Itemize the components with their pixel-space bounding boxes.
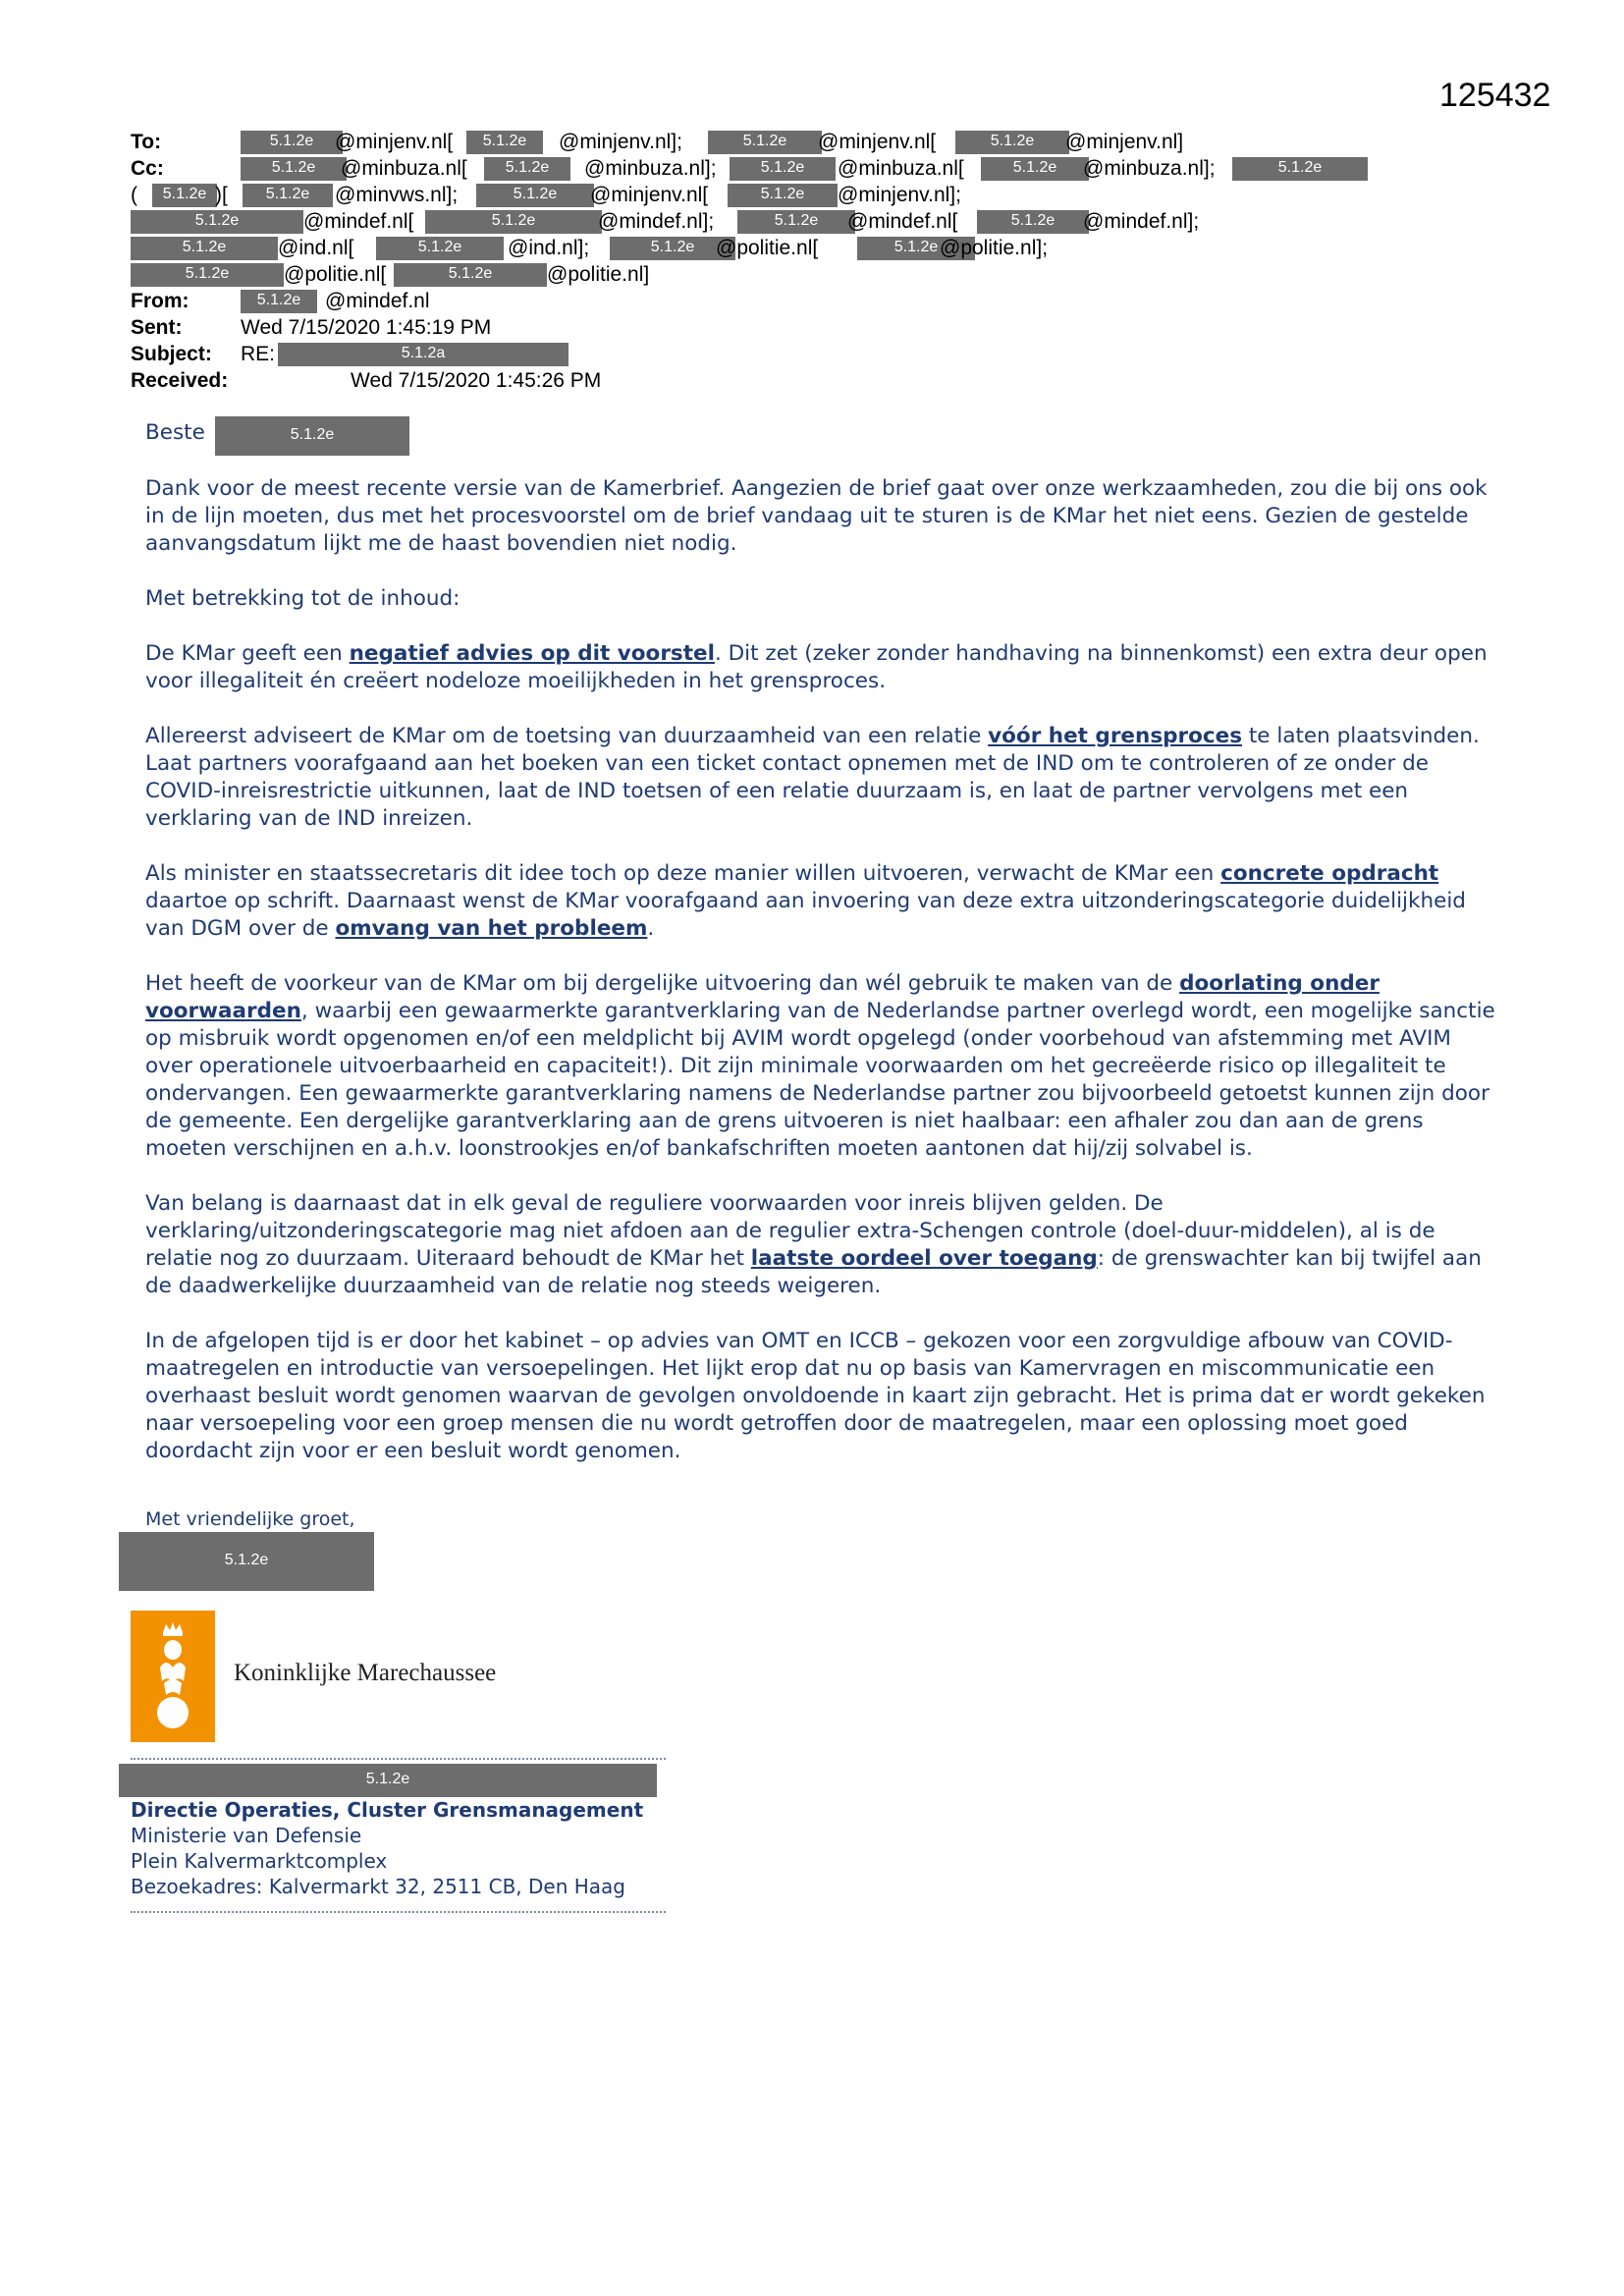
redaction-block: 5.1.2e [241,131,343,154]
cc-address: @politie.nl] [547,263,650,286]
cc-address: @minbuza.nl]; [1083,157,1216,180]
sent-label: Sent: [131,316,183,339]
to-address: @minjenv.nl[ [818,131,937,153]
cc-address: @minbuza.nl[ [341,157,467,180]
greeting-text: Beste [145,420,205,445]
cc-address: )[ [215,184,228,206]
cc-address: @mindef.nl[ [847,210,958,233]
cc-address: @minjenv.nl]; [838,184,961,206]
signature-ministry: Ministerie van Defensie [131,1824,362,1847]
redaction-block: 5.1.2e [476,184,594,207]
redaction-block: 5.1.2e [131,263,284,287]
paragraph [145,723,1500,833]
received-value: Wed 7/15/2020 1:45:26 PM [351,369,602,392]
to-row [131,129,1505,155]
text-run: daartoe op schrift. Daarnaast wenst de KMar voorafgaand aan invoering van deze extra uitzonderingscategorie duidelijkheid van DGM over de [145,889,1466,941]
redaction-block: 5.1.2e [119,1532,374,1591]
redaction-block: 5.1.2e [119,1764,657,1797]
subject-prefix: RE: [241,343,276,365]
sent-row [131,314,1505,341]
dotted-divider [131,1911,666,1913]
cc-address: @ind.nl]; [508,237,590,259]
redaction-block: 5.1.2e [708,131,822,154]
cc-address: @mindef.nl[ [303,210,414,233]
paragraph: Dank voor de meest recente versie van de Kamerbrief. Aangezien de brief gaat over onze werkzaamheden, zou die bij ons ook in de lijn moeten, dus met het procesvoorstel om de brief vandaag uit te sturen is de KMar het niet eens. Gezien de gestelde aanvangsdatum lijkt me de haast bovendien niet nodig. [145,476,1488,556]
emphasis-link: laatste oordeel over toegang [750,1246,1098,1271]
closing: Met vriendelijke groet, [145,1508,355,1530]
redaction-block: 5.1.2e [730,157,836,181]
to-address: @minjenv.nl] [1065,131,1184,153]
redaction-block: 5.1.2e [425,210,602,234]
text-run: : de grenswachter kan bij twijfel aan de daadwerkelijke duurzaamheid van de relatie nog steeds weigeren. [145,1246,1482,1298]
dotted-divider [131,1758,666,1760]
cc-address: @mindef.nl]; [598,210,715,233]
cc-address: @minjenv.nl[ [590,184,709,206]
cc-row [131,261,1505,288]
kmar-logo [131,1611,215,1742]
text-run: Van belang is daarnaast dat in elk geval de reguliere voorwaarden voor inreis blijven gelden. De verklaring/uitzonderingscategorie mag niet afdoen aan de regulier extra-Schengen controle (doel-duur-middelen), al is de relatie nog zo duurzaam. Uiteraard behoudt de KMar het [145,1191,1435,1271]
redaction-block: 5.1.2e [241,157,347,181]
emphasis-link: negatief advies op dit voorstel [349,641,715,666]
paragraph [145,640,1500,695]
redaction-block: 5.1.2e [466,131,543,154]
cc-address: @minbuza.nl]; [584,157,717,180]
cc-address: @minbuza.nl[ [838,157,964,180]
subject-row [131,341,1505,367]
received-row [131,367,1505,394]
text-run: . Dit zet (zeker zonder handhaving na binnenkomst) een extra deur open voor illegaliteit én creëert nodeloze moeilijkheden in het grensproces. [145,641,1488,693]
paragraph [145,860,1500,943]
signature-address: Bezoekadres: Kalvermarkt 32, 2511 CB, Den Haag [131,1875,625,1898]
cc-address: @politie.nl]; [940,237,1049,259]
redaction-block: 5.1.2e [1232,157,1368,181]
paragraph [145,1190,1500,1300]
to-address: @minjenv.nl]; [559,131,682,153]
sent-value: Wed 7/15/2020 1:45:19 PM [241,316,492,339]
redaction-block: 5.1.2e [610,237,735,260]
to-label: To: [131,131,162,153]
crown-grenade-icon [131,1611,215,1742]
redaction-block: 5.1.2e [241,290,317,313]
redaction-block: 5.1.2e [981,157,1089,181]
paragraph [145,970,1500,1163]
redaction-block: 5.1.2e [394,263,547,287]
emphasis-link: omvang van het probleem [335,916,648,941]
redaction-block: 5.1.2e [955,131,1069,154]
text-run: Allereerst adviseert de KMar om de toetsing van duurzaamheid van een relatie [145,724,989,748]
redaction-block: 5.1.2e [131,237,278,260]
cc-address: ( [131,184,137,206]
paragraph: In de afgelopen tijd is er door het kabinet – op advies van OMT en ICCB – gekozen voor een zorgvuldige afbouw van COVID-maatregelen en introductie van versoepelingen. Het lijkt erop dat nu op basis van Kamervragen en miscommunicatie een overhaast besluit wordt genomen waarvan de gevolgen onvoldoende in kaart zijn gebracht. Het is prima dat er wordt gekeken naar versoepeling voor een groep mensen die nu wordt getroffen door de maatregelen, maar een oplossing moet goed doordacht zijn voor er een besluit wordt genomen. [145,1329,1486,1463]
email-header [131,129,1505,394]
cc-address: @minvws.nl]; [335,184,459,206]
signature-location: Plein Kalvermarktcomplex [131,1849,388,1873]
cc-address: @politie.nl[ [716,237,819,259]
cc-row [131,182,1505,208]
emphasis-link: doorlating onder voorwaarden [145,971,1380,1023]
email-body [145,475,1500,1465]
signature-block [131,1797,643,1899]
from-row [131,288,1505,314]
greeting [145,418,205,448]
redaction-block: 5.1.2e [857,237,975,260]
text-run: te laten plaatsvinden. Laat partners voorafgaand aan het boeken van een ticket contact opnemen met de IND om te controleren of ze onder de COVID-inreisrestrictie uitkunnen, laat de IND toetsen of een relatie duurzaam is, en laat de partner vervolgens met een verklaring van de IND inreizen. [145,724,1480,831]
redaction-block: 5.1.2e [728,184,838,207]
cc-row [131,208,1505,235]
redaction-block: 5.1.2e [977,210,1089,234]
redaction-block: 5.1.2e [243,184,333,207]
redaction-block: 5.1.2a [278,343,568,366]
cc-label: Cc: [131,157,164,180]
cc-address: @politie.nl[ [284,263,387,286]
cc-address: @mindef.nl]; [1083,210,1200,233]
received-label: Received: [131,369,229,392]
text-run: Het heeft de voorkeur van de KMar om bij dergelijke uitvoering dan wél gebruik te maken van de [145,971,1180,996]
redaction-block: 5.1.2e [215,416,409,456]
emphasis-link: concrete opdracht [1220,861,1439,886]
cc-row [131,235,1505,261]
from-label: From: [131,290,189,312]
to-address: @minjenv.nl[ [335,131,454,153]
document-number: 125432 [1439,77,1551,114]
emphasis-link: vóór het grensproces [988,724,1243,748]
redaction-block: 5.1.2e [152,184,217,207]
brand-name: Koninklijke Marechaussee [234,1660,497,1686]
paragraph: Met betrekking tot de inhoud: [145,586,460,611]
signature-department: Directie Operaties, Cluster Grensmanagement [131,1798,644,1822]
redaction-block: 5.1.2e [131,210,303,234]
text-run: , waarbij een gewaarmerkte garantverklaring van de Nederlandse partner overlegd wordt, een mogelijke sanctie op misbruik wordt opgenomen en/of een meldplicht bij AVIM wordt opgelegd (onder voorbehoud van afstemming met AVIM over operationele uitvoerbaarheid en capaciteit!). Dit zijn minimale voorwaarden om het gecreëerde risico op illegaliteit te ondervangen. Een gewaarmerkte garantverklaring namens de Nederlandse partner zou bijvoorbeeld getoetst kunnen zijn door de gemeente. Een dergelijke garantverklaring aan de grens uitvoeren is niet haalbaar: een afhaler zou dan aan de grens moeten verschijnen en a.h.v. loonstrookjes en/of bankafschriften moeten aantonen dat hij/zij solvabel is. [145,999,1495,1161]
cc-row [131,155,1505,182]
redaction-block: 5.1.2e [484,157,570,181]
cc-address: @ind.nl[ [278,237,354,259]
text-run: Als minister en staatssecretaris dit idee toch op deze manier willen uitvoeren, verwacht de KMar een [145,861,1221,886]
from-address: @mindef.nl [325,290,430,312]
text-run: . [647,916,655,941]
redaction-block: 5.1.2e [376,237,504,260]
subject-label: Subject: [131,343,212,365]
text-run: De KMar geeft een [145,641,350,666]
redaction-block: 5.1.2e [737,210,855,234]
